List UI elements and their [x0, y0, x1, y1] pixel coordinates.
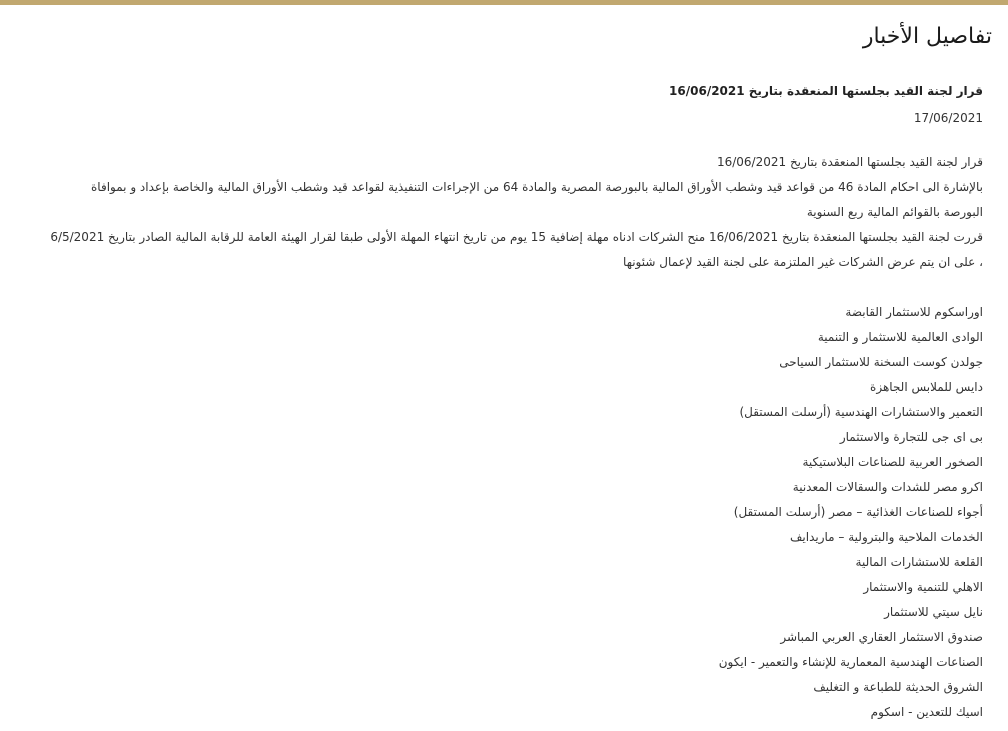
page-title: تفاصيل الأخبار: [862, 24, 992, 49]
company-item: اوراسكوم للاستثمار القابضة: [845, 305, 983, 319]
company-item: الخدمات الملاحية والبترولية – ماريدايف: [789, 530, 983, 544]
company-item: اسيك للتعدين - اسكوم: [870, 705, 983, 719]
article-paragraph: قررت لجنة القيد بجلستها المنعقدة بتاريخ 16/06/2021 منح الشركات ادناه مهلة إضافية 15 يوم من تاريخ انتهاء المهلة الأولى طبقا لقرار الهيئة العامة للرقابة المالية الصادر بتاريخ 6/5/2021 ، على ان يتم عرض الشركات غير الملتزمة على لجنة القيد لإعمال شئونها: [50, 230, 983, 269]
article-headline: قرار لجنة القيد بجلستها المنعقدة بتاريخ 16/06/2021: [669, 84, 983, 98]
company-item: نايل سيتي للاستثمار: [884, 605, 983, 619]
company-item: الصخور العربية للصناعات البلاستيكية: [802, 455, 983, 469]
company-item: اكرو مصر للشدات والسقالات المعدنية: [792, 480, 983, 494]
article-date: 17/06/2021: [913, 111, 983, 125]
article-paragraph: قرار لجنة القيد بجلستها المنعقدة بتاريخ 16/06/2021: [716, 155, 983, 169]
company-item: الوادى العالمية للاستثمار و التنمية: [817, 330, 983, 344]
company-item: صندوق الاستثمار العقاري العربي المباشر: [780, 630, 983, 644]
article-body: [48, 150, 983, 725]
company-item: الصناعات الهندسية المعمارية للإنشاء والتعمير - ايكون: [718, 655, 983, 669]
article-paragraph: بالإشارة الى احكام المادة 46 من قواعد قيد وشطب الأوراق المالية بالبورصة المصرية والمادة 64 من الإجراءات التنفيذية لقواعد قيد وشطب الأوراق المالية والخاصة بإعداد و بموافاة البورصة بالقوائم المالية ربع السنوية: [91, 180, 983, 219]
paragraph-spacer: [48, 275, 983, 300]
company-item: الاهلي للتنمية والاستثمار: [863, 580, 983, 594]
company-list: [48, 300, 983, 725]
company-item: جولدن كوست السخنة للاستثمار السياحى: [779, 355, 983, 369]
company-item: الشروق الحديثة للطباعة و التغليف: [813, 680, 983, 694]
company-item: دايس للملابس الجاهزة: [870, 380, 983, 394]
company-item: القلعة للاستشارات المالية: [855, 555, 983, 569]
company-item: أجواء للصناعات الغذائية – مصر (أرسلت المستقل): [733, 505, 983, 519]
company-item: التعمير والاستشارات الهندسية (أرسلت المستقل): [739, 405, 983, 419]
news-article: [48, 80, 983, 725]
company-item: بى اى جى للتجارة والاستثمار: [839, 430, 983, 444]
